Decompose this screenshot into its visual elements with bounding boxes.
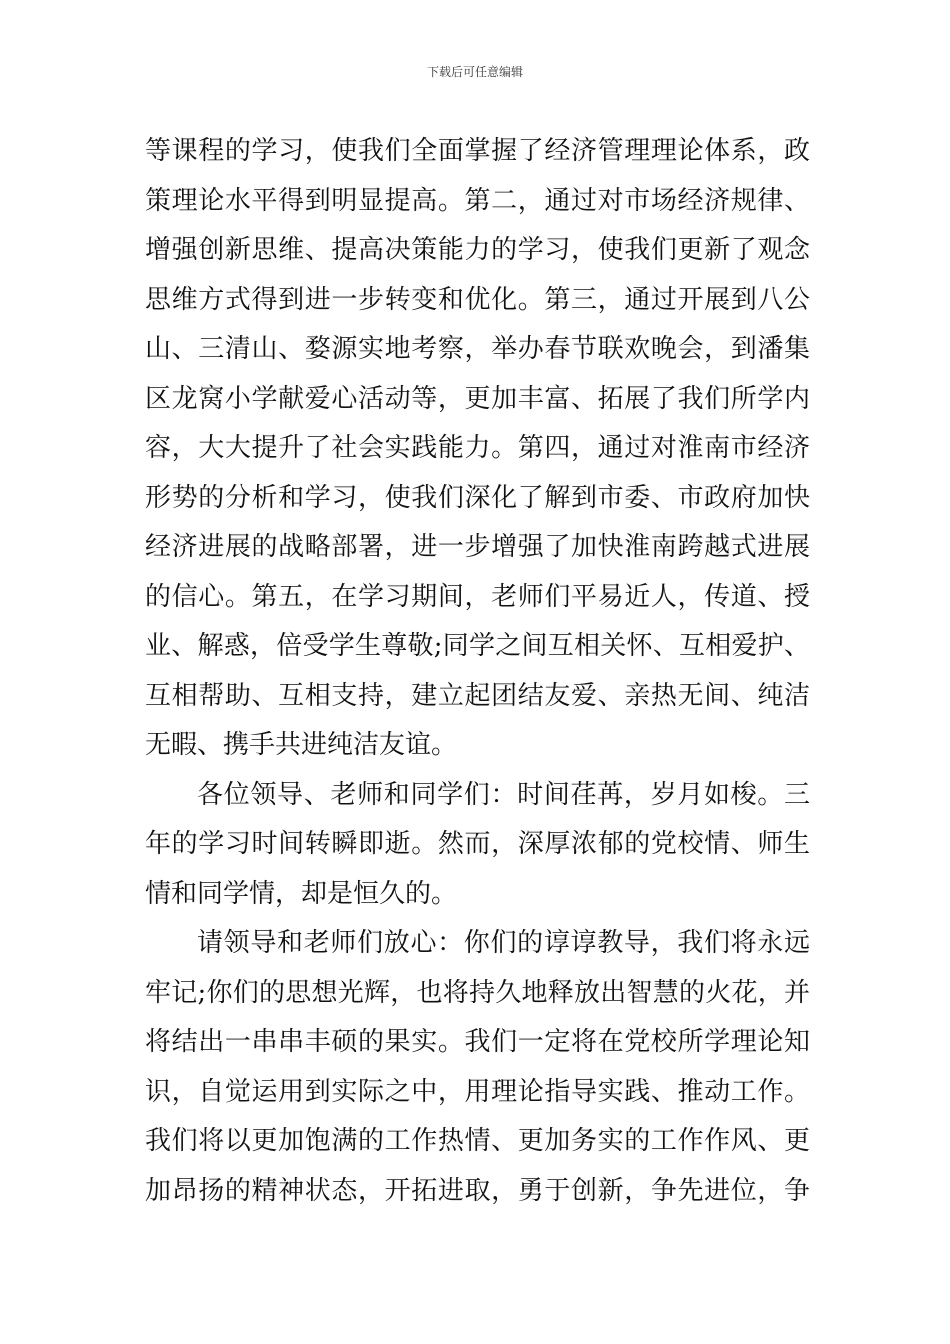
text-line: 请领导和老师们放心：你们的谆谆教导，我们将永远	[197, 928, 810, 958]
text-line: 加昂扬的精神状态，开拓进取，勇于创新，争先进位，争	[145, 1175, 810, 1206]
text-line: 等课程的学习，使我们全面掌握了经济管理理论体系，政	[145, 136, 810, 166]
text-line: 区龙窝小学献爱心活动等，更加丰富、拓展了我们所学内	[145, 383, 810, 414]
document-body	[145, 127, 810, 1216]
text-line: 增强创新思维、提高决策能力的学习，使我们更新了观念	[145, 235, 810, 265]
text-line: 策理论水平得到明显提高。第二，通过对市场经济规律、	[145, 185, 810, 216]
text-line: 将结出一串串丰硕的果实。我们一定将在党校所学理论知	[145, 1027, 810, 1057]
text-line: 形势的分析和学习，使我们深化了解到市委、市政府加快	[145, 482, 810, 513]
text-line: 我们将以更加饱满的工作热情、更加务实的工作作风、更	[145, 1126, 810, 1156]
text-line: 牢记;你们的思想光辉，也将持久地释放出智慧的火花，并	[145, 977, 810, 1008]
text-line: 业、解惑，倍受学生尊敬;同学之间互相关怀、互相爱护、	[145, 631, 810, 661]
paragraph-1	[145, 127, 810, 771]
paragraph-2	[145, 771, 810, 920]
text-line: 思维方式得到进一步转变和优化。第三，通过开展到八公	[145, 284, 810, 315]
text-line: 年的学习时间转瞬即逝。然而，深厚浓郁的党校情、师生	[145, 829, 810, 859]
text-line: 的信心。第五，在学习期间，老师们平易近人，传道、授	[145, 581, 810, 612]
text-line: 山、三清山、婺源实地考察，举办春节联欢晚会，到潘集	[145, 334, 810, 364]
text-line: 情和同学情，却是恒久的。	[145, 878, 458, 909]
paragraph-3	[145, 919, 810, 1216]
text-line: 容，大大提升了社会实践能力。第四，通过对淮南市经济	[145, 433, 810, 463]
text-line: 经济进展的战略部署，进一步增强了加快淮南跨越式进展	[145, 532, 810, 562]
text-line: 无暇、携手共进纯洁友谊。	[145, 730, 458, 760]
text-line: 互相帮助、互相支持，建立起团结友爱、亲热无间、纯洁	[145, 680, 810, 711]
text-line: 各位领导、老师和同学们：时间荏苒，岁月如梭。三	[197, 779, 810, 810]
page-header: 下载后可任意编辑	[426, 65, 523, 79]
text-line: 识，自觉运用到实际之中，用理论指导实践、推动工作。	[145, 1076, 810, 1107]
